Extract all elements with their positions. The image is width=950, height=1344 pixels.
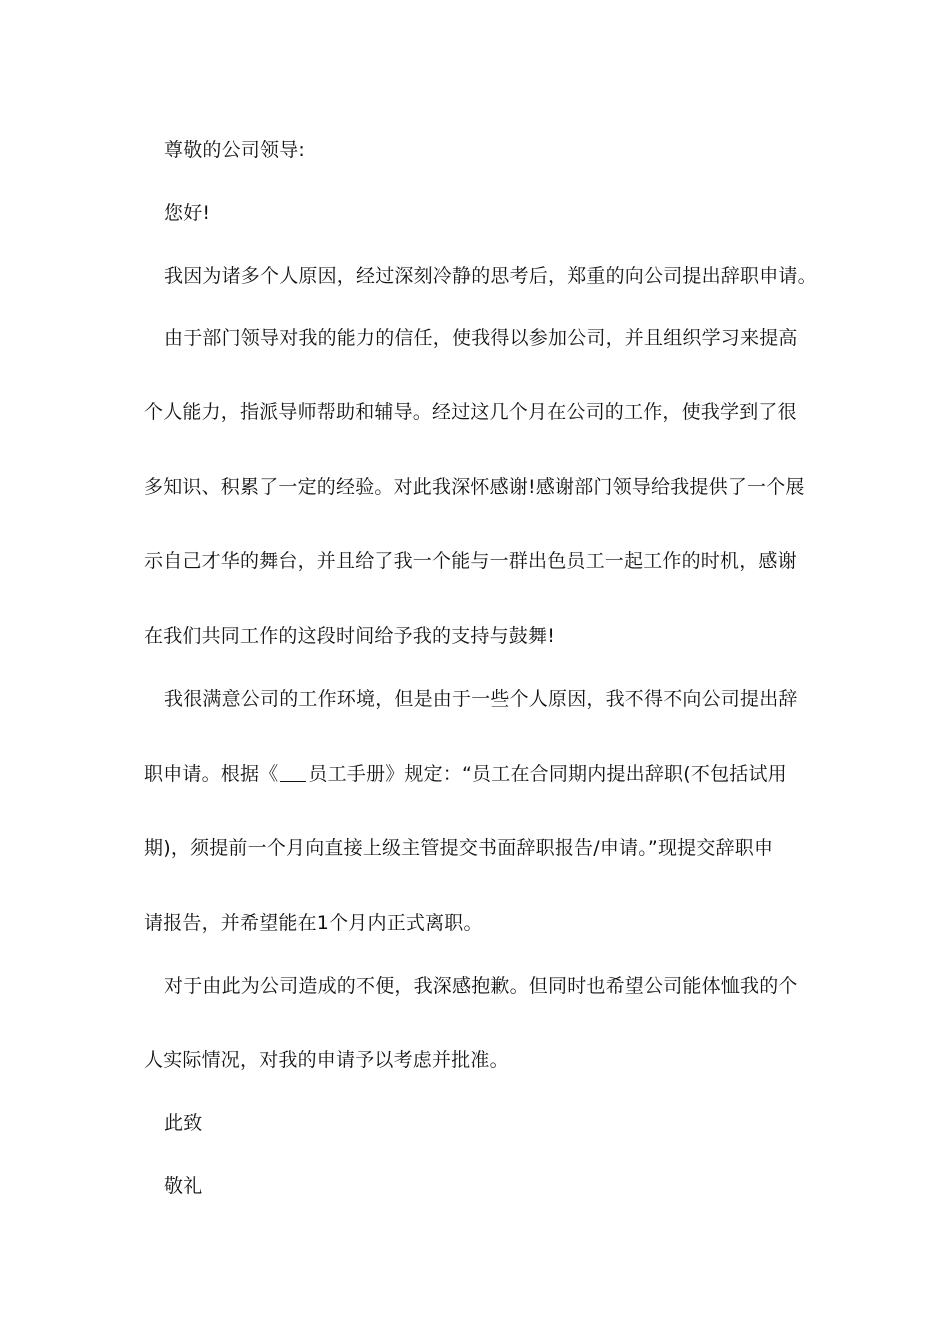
- paragraph-3-line: 期)，须提前一个月向直接上级主管提交书面辞职报告/申请。”现提交辞职申: [144, 837, 774, 859]
- paragraph-2-line: 示自己才华的舞台，并且给了我一个能与一群出色员工一起工作的时机，感谢: [144, 550, 797, 572]
- paragraph-2-line: 在我们共同工作的这段时间给予我的支持与鼓舞!: [144, 625, 556, 647]
- paragraph-3-line: [144, 761, 824, 787]
- paragraph-4-line: 人实际情况，对我的申请予以考虑并批准。: [144, 1049, 509, 1071]
- paragraph-3-text: 职申请。根据《: [144, 763, 279, 785]
- paragraph-2-line: 个人能力，指派导师帮助和辅导。经过这几个月在公司的工作，使我学到了很: [144, 401, 797, 423]
- paragraph-2-line: 由于部门领导对我的能力的信任，使我得以参加公司，并且组织学习来提高: [164, 327, 798, 349]
- blank-underline: [280, 765, 306, 782]
- greeting: 您好!: [164, 202, 211, 224]
- paragraph-3-line: 我很满意公司的工作环境，但是由于一些个人原因，我不得不向公司提出辞: [164, 688, 798, 710]
- paragraph-1: 我因为诸多个人原因，经过深刻冷静的思考后，郑重的向公司提出辞职申请。: [164, 265, 817, 287]
- paragraph-4-line: 对于由此为公司造成的不便，我深感抱歉。但同时也希望公司能体恤我的个: [164, 975, 798, 997]
- salutation: 尊敬的公司领导:: [164, 139, 306, 161]
- paragraph-3-text: 员工手册》规定：“员工在合同期内提出辞职(不包括试用: [308, 763, 787, 785]
- paragraph-2-line: 多知识、积累了一定的经验。对此我深怀感谢!感谢部门领导给我提供了一个展: [144, 476, 805, 498]
- closing-line-1: 此致: [164, 1112, 203, 1134]
- paragraph-3-line: 请报告，并希望能在1个月内正式离职。: [144, 912, 483, 934]
- closing-line-2: 敬礼: [164, 1175, 203, 1197]
